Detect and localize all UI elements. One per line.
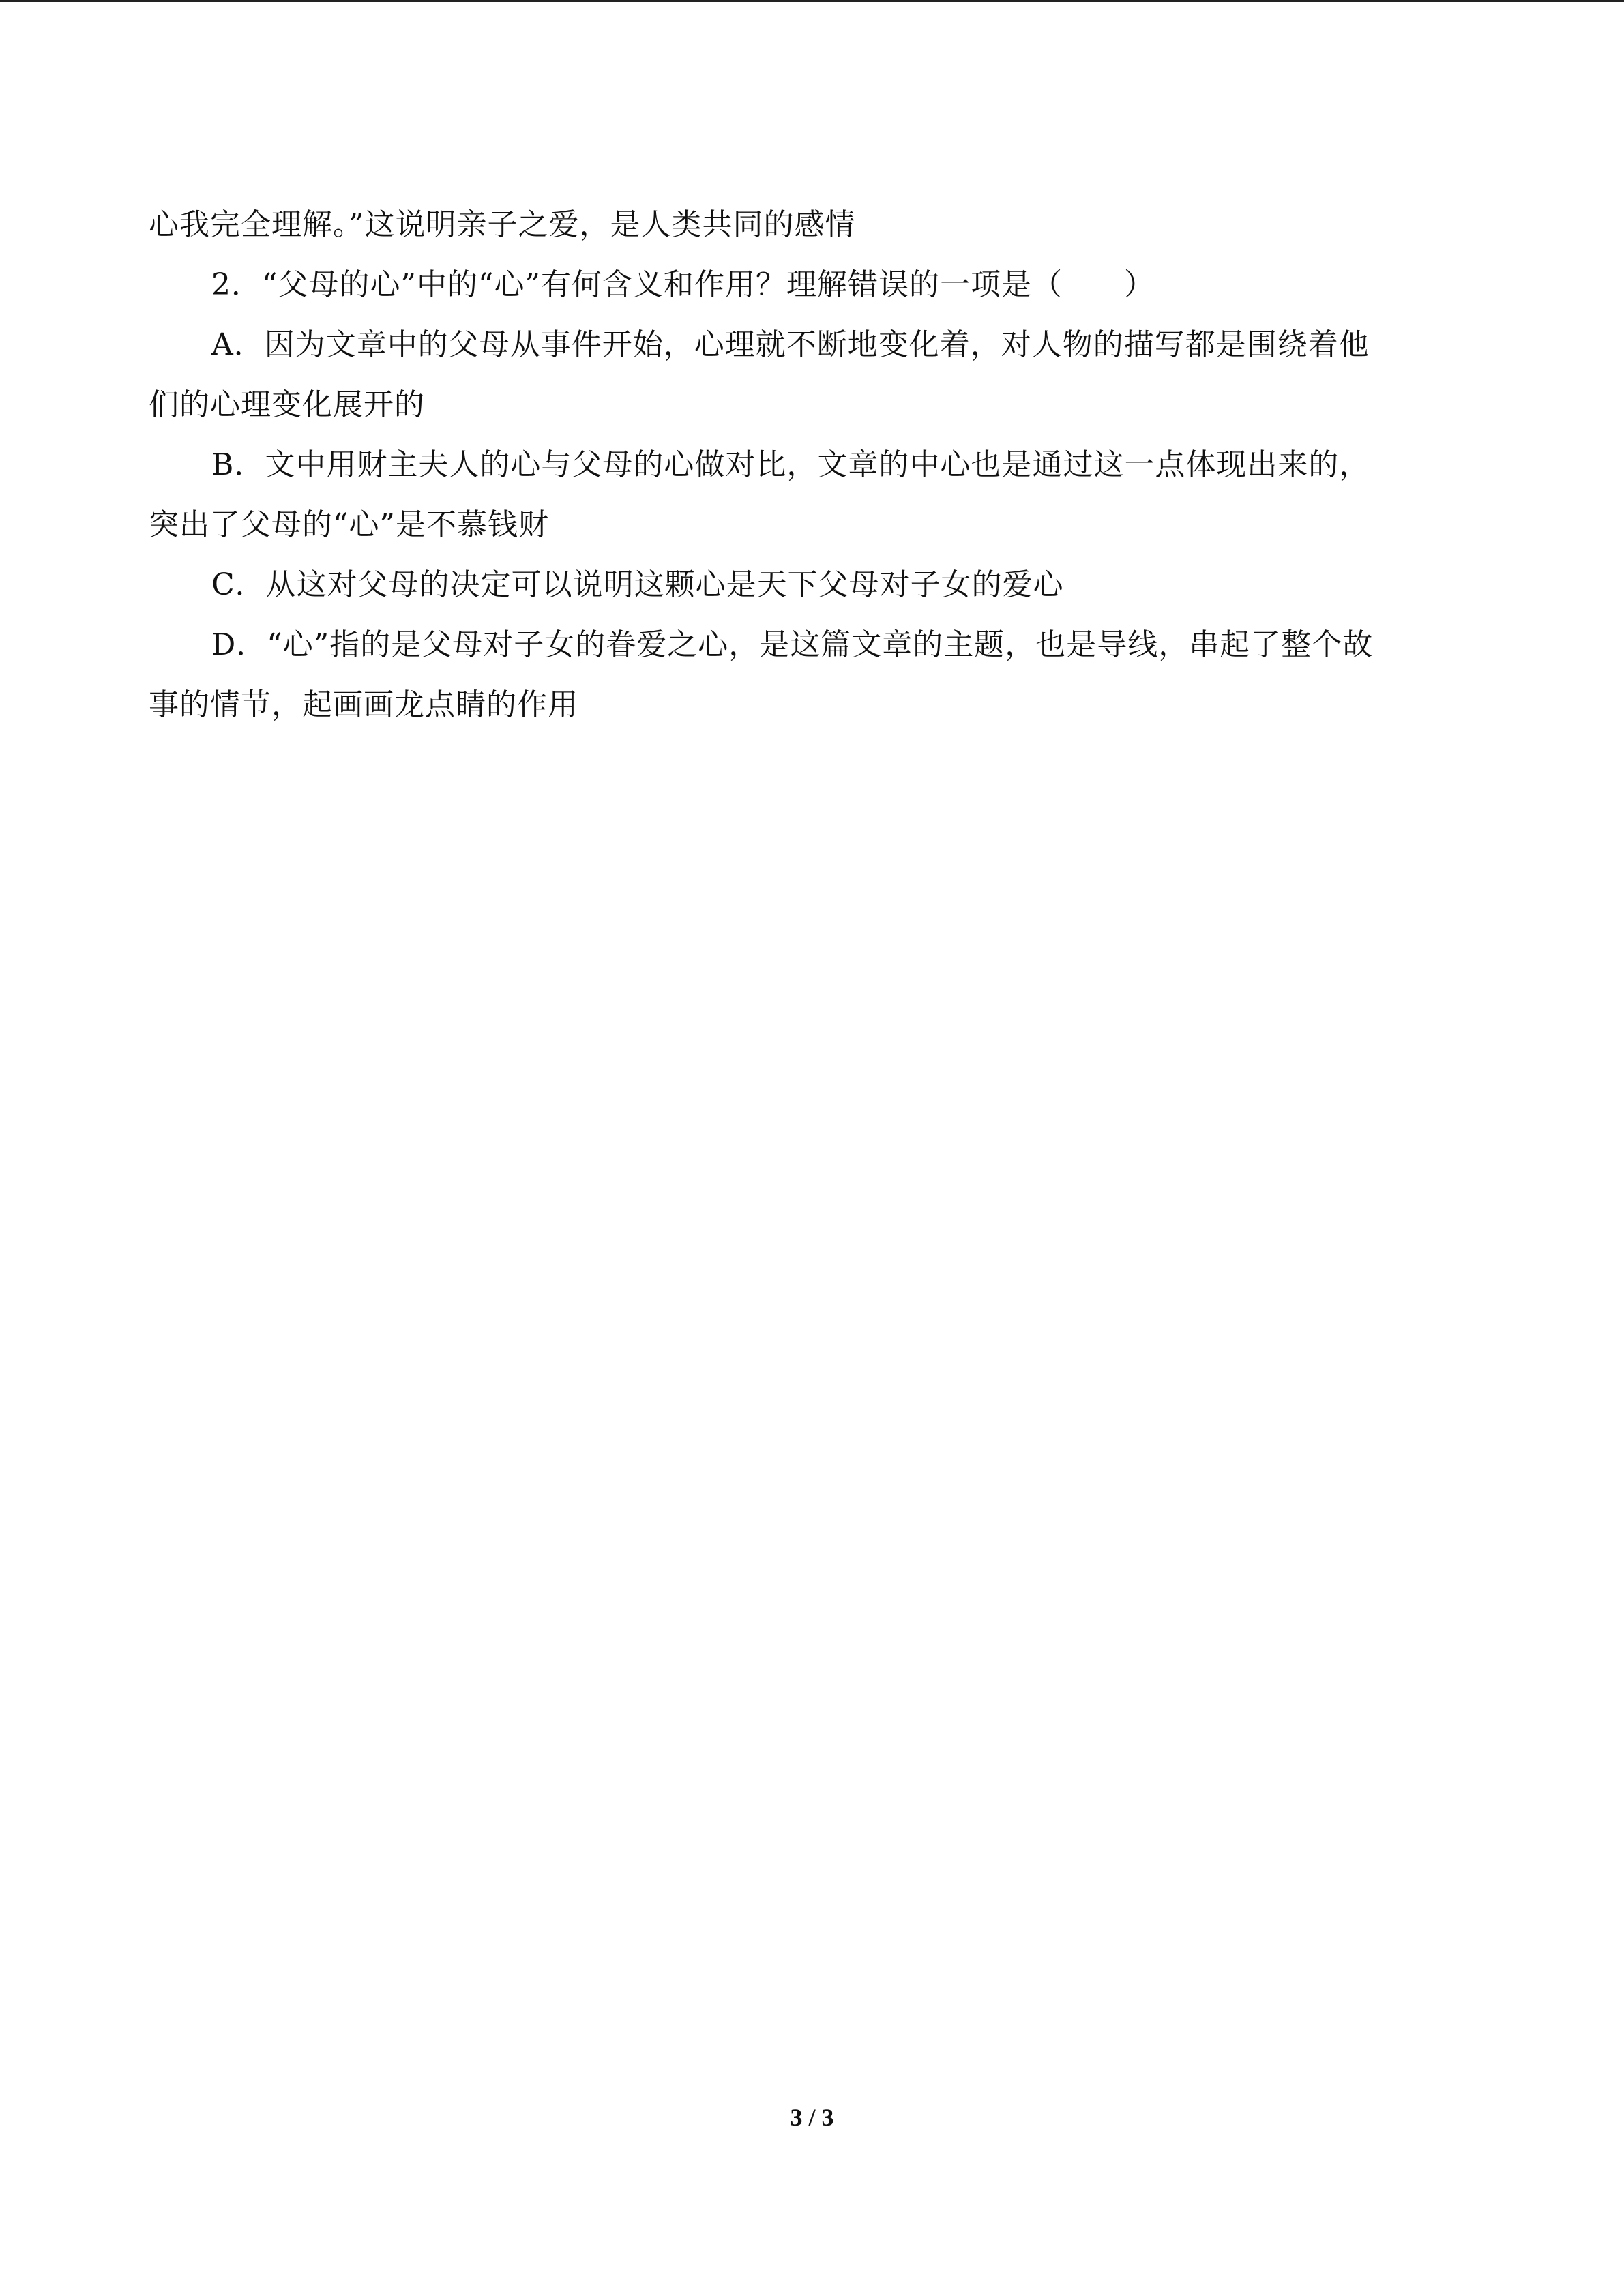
text-line-continuation: 心我完全理解。”这说明亲子之爱，是人类共同的感情 [149, 207, 856, 242]
option-a-line-1: A．因为文章中的父母从事件开始，心理就不断地变化着，对人物的描写都是围绕着他 [211, 327, 1370, 362]
option-a-line-2: 们的心理变化展开的 [149, 387, 425, 422]
question-2-stem: 2．“父母的心”中的“心”有何含义和作用？理解错误的一项是（ ） [211, 267, 1155, 302]
page-top-border [0, 0, 1624, 2]
option-c: C．从这对父母的决定可以说明这颗心是天下父母对子女的爱心 [211, 567, 1064, 602]
option-d-line-2: 事的情节，起画画龙点睛的作用 [149, 687, 578, 722]
option-b-line-1: B．文中用财主夫人的心与父母的心做对比，文章的中心也是通过这一点体现出来的， [211, 447, 1370, 482]
option-d-line-1: D．“心”指的是父母对子女的眷爱之心，是这篇文章的主题，也是导线，串起了整个故 [211, 627, 1374, 662]
page-number: 3 / 3 [790, 2104, 834, 2131]
option-b-line-2: 突出了父母的“心”是不慕钱财 [149, 507, 549, 542]
